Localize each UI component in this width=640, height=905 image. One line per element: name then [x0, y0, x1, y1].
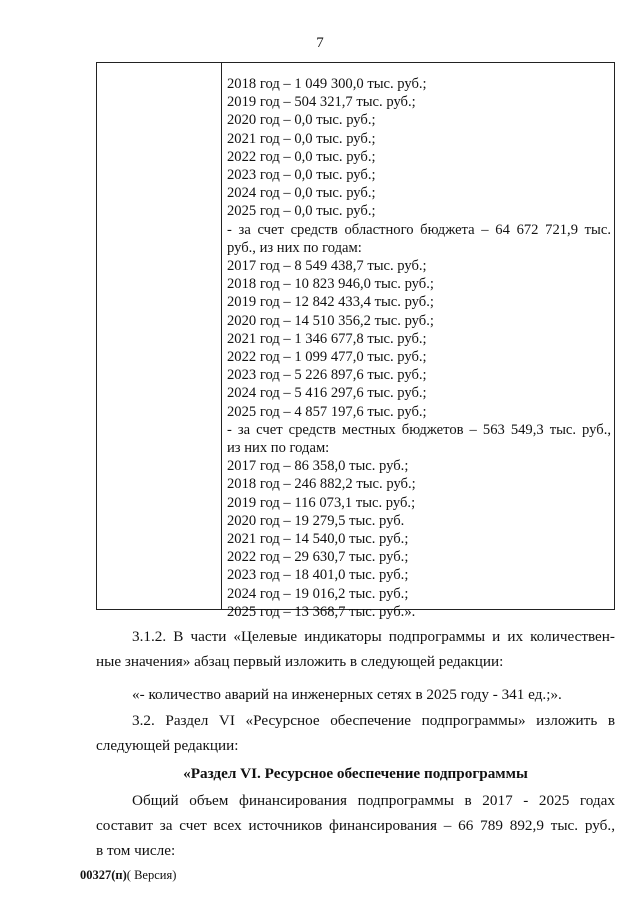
- paragraph-total-funding: [96, 788, 615, 863]
- table-line: 2017 год – 8 549 438,7 тыс. руб.;: [227, 258, 427, 275]
- table-line: 2023 год – 0,0 тыс. руб.;: [227, 167, 376, 184]
- paragraph-line: следующей редакции:: [96, 737, 239, 754]
- footer-code: 00327(п): [80, 868, 127, 882]
- footer-document-code: [80, 868, 176, 883]
- paragraph-accidents-quote: «- количество аварий на инженерных сетях в 2025 году - 341 ед.;».: [132, 686, 562, 703]
- footer-version: ( Версия): [126, 868, 177, 882]
- table-line: из них по годам:: [227, 440, 330, 457]
- paragraph-line: составит за счет всех источников финансирования – 66 789 892,9 тыс. руб.,: [96, 817, 615, 834]
- paragraph-section-amendment: [96, 708, 615, 758]
- table-left-cell: [97, 63, 221, 609]
- paragraph-line: Общий объем финансирования подпрограммы в 2017 - 2025 годах: [132, 792, 615, 809]
- table-line: 2024 год – 5 416 297,6 тыс. руб.;: [227, 385, 427, 402]
- table-line: 2022 год – 29 630,7 тыс. руб.;: [227, 549, 409, 566]
- paragraph-line: в том числе:: [96, 842, 176, 859]
- paragraph-line: 3.2. Раздел VI «Ресурсное обеспечение подпрограммы» изложить в: [132, 712, 616, 729]
- table-line: 2019 год – 504 321,7 тыс. руб.;: [227, 94, 416, 111]
- table-line: 2021 год – 1 346 677,8 тыс. руб.;: [227, 330, 427, 347]
- table-line: 2020 год – 14 510 356,2 тыс. руб.;: [227, 312, 434, 329]
- paragraph-line: ные значения» абзац первый изложить в следующей редакции:: [96, 653, 504, 670]
- paragraph-indicators-amendment: [96, 624, 615, 674]
- table-line: 2021 год – 14 540,0 тыс. руб.;: [227, 531, 409, 548]
- table-line: 2022 год – 0,0 тыс. руб.;: [227, 148, 376, 165]
- table-line: 2023 год – 5 226 897,6 тыс. руб.;: [227, 367, 427, 384]
- table-line: 2020 год – 0,0 тыс. руб.;: [227, 112, 376, 129]
- table-line: 2024 год – 19 016,2 тыс. руб.;: [227, 585, 409, 602]
- table-column-divider: [221, 63, 222, 609]
- table-line: 2025 год – 4 857 197,6 тыс. руб.;: [227, 403, 427, 420]
- section-title: «Раздел VI. Ресурсное обеспечение подпрограммы: [183, 765, 528, 782]
- table-line: 2019 год – 116 073,1 тыс. руб.;: [227, 494, 416, 511]
- table-line: 2025 год – 0,0 тыс. руб.;: [227, 203, 376, 220]
- table-line: 2022 год – 1 099 477,0 тыс. руб.;: [227, 349, 427, 366]
- table-line-local-budget: - за счет средств местных бюджетов – 563 549,3 тыс. руб.,: [227, 421, 611, 438]
- table-line: 2019 год – 12 842 433,4 тыс. руб.;: [227, 294, 434, 311]
- table-line-regional-budget: - за счет средств областного бюджета – 64 672 721,9 тыс.: [227, 221, 611, 238]
- funding-table: [96, 62, 615, 620]
- table-line: 2021 год – 0,0 тыс. руб.;: [227, 130, 376, 147]
- table-line: руб., из них по годам:: [227, 239, 362, 256]
- table-right-cell: [227, 75, 611, 621]
- table-line: 2024 год – 0,0 тыс. руб.;: [227, 185, 376, 202]
- table-line: 2017 год – 86 358,0 тыс. руб.;: [227, 458, 409, 475]
- table-line: 2018 год – 246 882,2 тыс. руб.;: [227, 476, 416, 493]
- table-line: 2023 год – 18 401,0 тыс. руб.;: [227, 567, 409, 584]
- table-line: 2020 год – 19 279,5 тыс. руб.: [227, 512, 405, 529]
- paragraph-line: 3.1.2. В части «Целевые индикаторы подпрограммы и их количествен-: [132, 628, 615, 645]
- table-line: 2025 год – 13 368,7 тыс. руб.».: [227, 603, 416, 620]
- table-line: 2018 год – 1 049 300,0 тыс. руб.;: [227, 76, 427, 92]
- table-line: 2018 год – 10 823 946,0 тыс. руб.;: [227, 276, 434, 293]
- page-number: 7: [316, 35, 324, 51]
